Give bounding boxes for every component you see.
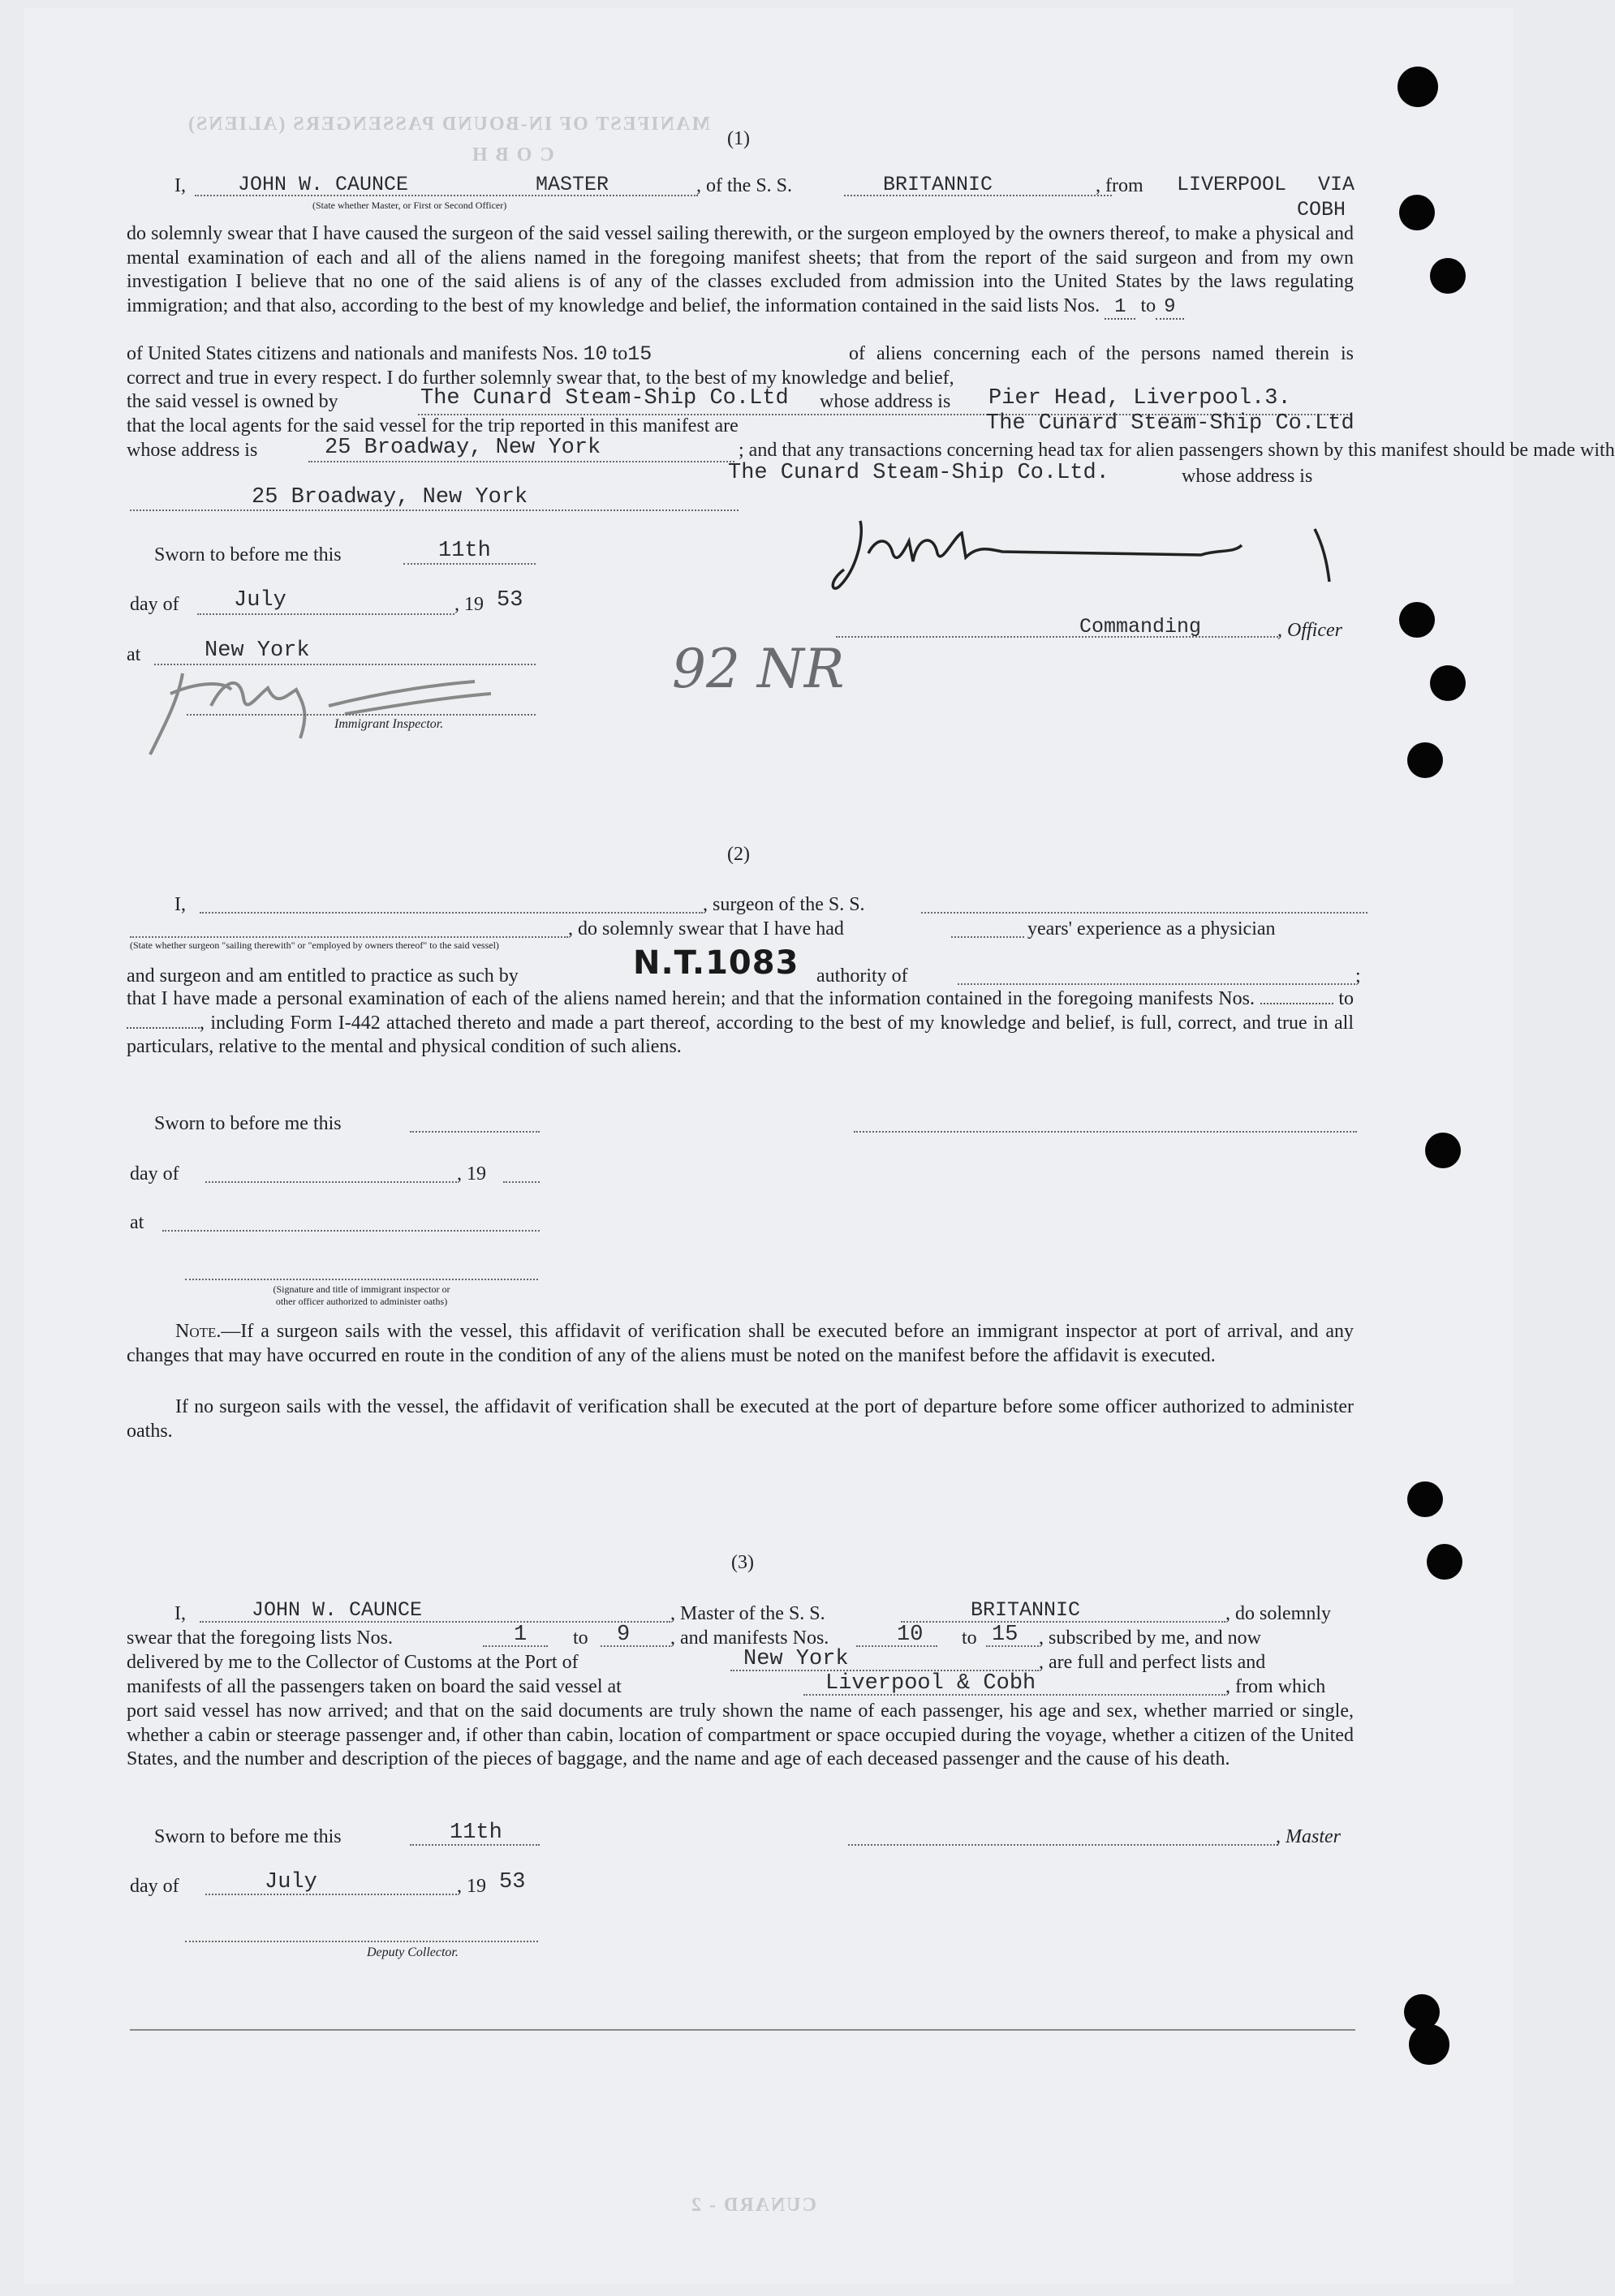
day-of-label-2: day of — [130, 1163, 179, 1185]
punch-hole — [1430, 665, 1466, 701]
section-1-para-2-text: of aliens concerning each of the persons named therein is correct and true in every respect. I do further solemnly swear that, to the best of my knowledge and belief, — [127, 343, 1354, 389]
officer-label: , Officer — [1277, 620, 1342, 641]
sworn-label-1: Sworn to before me this — [154, 544, 342, 565]
year-rule-2 — [503, 1181, 540, 1183]
lists-to-label: to — [1140, 295, 1156, 316]
section-1-para — [127, 222, 1354, 319]
agents-address: 25 Broadway, New York — [325, 436, 601, 460]
bleed-through-header: MANIFEST OF IN-BOUND PASSENGERS (ALIENS) — [187, 114, 710, 135]
master-label: , Master — [1276, 1826, 1341, 1847]
section-2-to: to — [1338, 988, 1354, 1009]
head-tax-with: The Cunard Steam-Ship Co.Ltd. — [728, 461, 1109, 485]
punch-hole — [1425, 1133, 1461, 1168]
year-prefix-3: , 19 — [457, 1876, 486, 1897]
master-of: , Master of the S. S. — [670, 1603, 825, 1624]
manifests-label: of United States citizens and nationals and manifests Nos. — [127, 343, 579, 364]
and-manifests: , and manifests Nos. — [670, 1627, 829, 1649]
section-1-para-text: do solemnly swear that I have caused the surgeon of the said vessel sailing therewith, or the surgeon employed by the owners thereof, to make a physical and mental examination of each and all of the aliens named in the foregoing manifest sheets; that from the report of the said surgeon and from my own investigation I believe that no one of the said aliens is of any of the classes excluded from admission into the United States by the laws regulating immigration; and that also, according to the best of my knowledge and belief, the information contained in the said lists Nos. — [127, 223, 1354, 316]
name-rule — [195, 195, 698, 196]
manifests-from: 10 — [583, 342, 608, 366]
commanding-rule — [836, 636, 1278, 638]
agents-address-rule — [308, 461, 734, 462]
head-tax-address-rule — [130, 510, 739, 511]
sworn-day-3: 11th — [450, 1821, 502, 1845]
month-3: July — [265, 1870, 317, 1894]
place-1: New York — [205, 638, 310, 663]
sworn-day-1: 11th — [438, 539, 491, 563]
section-3-number: (3) — [731, 1552, 754, 1573]
year-1: 53 — [497, 588, 523, 613]
punch-hole — [1399, 195, 1435, 230]
ship-name-3: BRITANNIC — [971, 1598, 1081, 1622]
authority-semicolon: ; — [1355, 965, 1361, 987]
surgeon-name-rule — [200, 912, 703, 914]
swear-lists: swear that the foregoing lists Nos. — [127, 1627, 393, 1649]
head-tax-address-label: whose address is — [1182, 466, 1313, 487]
manifests-to-3: 15 — [992, 1623, 1019, 1647]
section-2-para — [127, 987, 1354, 1060]
punch-hole — [1407, 742, 1443, 778]
lists-from-rule-3 — [483, 1645, 548, 1647]
sworn-phrase: , do solemnly swear that I have had — [568, 918, 844, 939]
agents-label: that the local agents for the said vessel for the trip reported in this manifest are — [127, 415, 739, 436]
lists-to-label-3: to — [573, 1627, 588, 1649]
commanding-officer-signature — [820, 505, 1380, 602]
manifests-to: 15 — [627, 342, 652, 366]
commanding: Commanding — [1079, 615, 1202, 638]
owner-address-label: whose address is — [820, 391, 951, 412]
punch-hole — [1427, 1544, 1462, 1580]
note-text-1: —If a surgeon sails with the vessel, this affidavit of verification shall be executed before an immigrant inspector at port of arrival, and any changes that may have occurred en route in the condition of any of the aliens must be noted on the manifest before the affidavit is executed. — [127, 1321, 1354, 1366]
rank-note: (State whether Master, or First or Second Officer) — [312, 200, 507, 211]
sworn-rule-2 — [410, 1131, 540, 1133]
ship-rule — [844, 195, 1112, 196]
signature-rule-2 — [185, 1279, 538, 1280]
delivered: delivered by me to the Collector of Customs at the Port of — [127, 1652, 579, 1673]
inspector-signature — [134, 649, 499, 763]
from-which: , from which — [1225, 1676, 1326, 1697]
punch-hole — [1398, 67, 1438, 107]
surgeon-status-rule — [130, 936, 568, 938]
sig-note-1: (Signature and title of immigrant inspector or — [273, 1283, 450, 1295]
owned-by-label: the said vessel is owned by — [127, 391, 338, 412]
authority-of: authority of — [816, 965, 908, 987]
inspector-label: Immigrant Inspector. — [334, 717, 444, 731]
at-label-1: at — [127, 644, 141, 665]
section-1-i: I, — [174, 175, 186, 196]
head-tax-address: 25 Broadway, New York — [252, 485, 528, 510]
master-signature-rule — [848, 1844, 1278, 1846]
bleed-through-subheader: C O B H — [471, 144, 554, 166]
year-prefix-1: , 19 — [454, 594, 484, 615]
master-name-3: JOHN W. CAUNCE — [252, 1598, 423, 1622]
section-2-number: (2) — [727, 844, 750, 865]
manifest-from-blank — [1260, 1003, 1333, 1004]
section-2-i: I, — [174, 894, 186, 915]
master-name: JOHN W. CAUNCE — [238, 173, 409, 196]
note-head: Note. — [175, 1321, 222, 1342]
owner-name: The Cunard Steam-Ship Co.Ltd — [420, 386, 789, 411]
at-rule-2 — [162, 1230, 540, 1232]
year-3: 53 — [499, 1870, 526, 1894]
do-solemnly: , do solemnly — [1225, 1603, 1331, 1624]
taken-at: Liverpool & Cobh — [825, 1671, 1036, 1696]
ship-name: BRITANNIC — [883, 173, 993, 196]
via: VIA — [1318, 173, 1355, 196]
month-rule-3 — [205, 1894, 457, 1895]
owner-address: Pier Head, Liverpool.3. — [988, 386, 1291, 411]
punch-hole — [1430, 258, 1466, 294]
inspector-rule — [187, 714, 536, 716]
of-the-ss: , of the S. S. — [696, 175, 793, 196]
agents-name: The Cunard Steam-Ship Co.Ltd — [986, 411, 1354, 436]
subscribed: , subscribed by me, and now — [1039, 1627, 1261, 1649]
nt-stamp: N.T.1083 — [633, 944, 799, 982]
surgeon-ship-rule — [921, 912, 1367, 914]
year-prefix-2: , 19 — [457, 1163, 486, 1185]
lists-from: 1 — [1105, 296, 1135, 320]
years-phrase: years' experience as a physician — [1027, 918, 1276, 939]
practice-label: and surgeon and am entitled to practice as such by — [127, 965, 519, 987]
punch-hole — [1399, 602, 1435, 638]
authority-rule — [958, 983, 1355, 985]
lists-to: 9 — [1156, 296, 1183, 320]
day-of-label-3: day of — [130, 1876, 179, 1897]
taken-at-rule — [803, 1694, 1225, 1696]
punch-hole — [1409, 2024, 1449, 2065]
footer-rule — [130, 2029, 1355, 2031]
ship-rule-3 — [901, 1621, 1225, 1623]
sig-note-2: other officer authorized to administer oaths) — [275, 1296, 448, 1307]
note-text-2: If no surgeon sails with the vessel, the affidavit of verification shall be executed at the port of departure before some officer authorized to administer oaths. — [127, 1396, 1354, 1442]
from-label: , from — [1096, 175, 1143, 196]
deputy-rule — [185, 1941, 538, 1942]
sworn-label-2: Sworn to before me this — [154, 1113, 342, 1134]
sworn-day-rule-1 — [403, 563, 536, 565]
manifests-to-label: to — [612, 343, 628, 364]
lists-from-3: 1 — [514, 1623, 528, 1647]
punch-hole — [1407, 1481, 1443, 1517]
note-para — [127, 1320, 1354, 1368]
manifest-to-blank — [127, 1027, 200, 1029]
manifests-from-rule-3 — [856, 1645, 937, 1647]
section-1-para-2 — [127, 342, 1354, 390]
lists-to-3: 9 — [617, 1623, 631, 1647]
master-name-rule-3 — [200, 1621, 670, 1623]
section-2-para-text: that I have made a personal examination of each of the aliens named herein; and that the information contained in the foregoing manifests Nos. — [127, 988, 1255, 1009]
manifests-of: manifests of all the passengers taken on board the said vessel at — [127, 1676, 622, 1697]
day-rule-2 — [205, 1181, 457, 1183]
lists-to-rule-3 — [601, 1645, 670, 1647]
manifests-to-label-3: to — [962, 1627, 977, 1649]
sworn-day-rule-3 — [410, 1844, 540, 1846]
section-3-i: I, — [174, 1603, 186, 1624]
agents-address-label: whose address is — [127, 440, 258, 461]
port-3: New York — [743, 1647, 849, 1671]
manifests-to-rule-3 — [986, 1645, 1039, 1647]
day-of-label-1: day of — [130, 594, 179, 615]
years-rule — [951, 936, 1024, 938]
deputy-label: Deputy Collector. — [367, 1946, 459, 1959]
note-para-2 — [127, 1395, 1354, 1443]
annotation-92nr: 92 NR — [672, 638, 845, 700]
from-port: LIVERPOOL — [1177, 173, 1287, 196]
head-tax-label: ; and that any transactions concerning head tax for alien passengers shown by this manifest should be made with — [739, 440, 1615, 461]
month-1: July — [234, 588, 286, 613]
section-2-including: , including Form I-442 attached thereto and made a part thereof, according to the best of my knowledge and belief, is full, correct, and true in all particulars, relative to the mental and physical condition of such aliens. — [127, 1012, 1354, 1058]
section-1-number: (1) — [727, 128, 750, 149]
bleed-through-footer: CUNARD - 2 — [690, 2195, 816, 2216]
month-rule-1 — [197, 613, 454, 615]
state-note: (State whether surgeon "sailing therewith" or "employed by owners thereof" to the said vessel) — [130, 939, 499, 951]
surgeon-of: , surgeon of the S. S. — [703, 894, 865, 915]
via-port: COBH — [1297, 198, 1346, 221]
section-3-para: port said vessel has now arrived; and that on the said documents are truly shown the name of each passenger, his age and sex, whether married or single, whether a cabin or steerage passenger and, if other than cabin, location of compartment or space occupied during the voyage, whether a citizen of the United States, and the number and description of the pieces of baggage, and the name and age of each deceased passenger and the cause of his death. — [127, 1701, 1354, 1770]
surgeon-signature-rule — [854, 1131, 1357, 1133]
full-perfect: , are full and perfect lists and — [1039, 1652, 1266, 1673]
master-rank: MASTER — [536, 173, 609, 196]
manifests-from-3: 10 — [897, 1623, 924, 1647]
at-label-2: at — [130, 1212, 144, 1233]
sworn-label-3: Sworn to before me this — [154, 1826, 342, 1847]
